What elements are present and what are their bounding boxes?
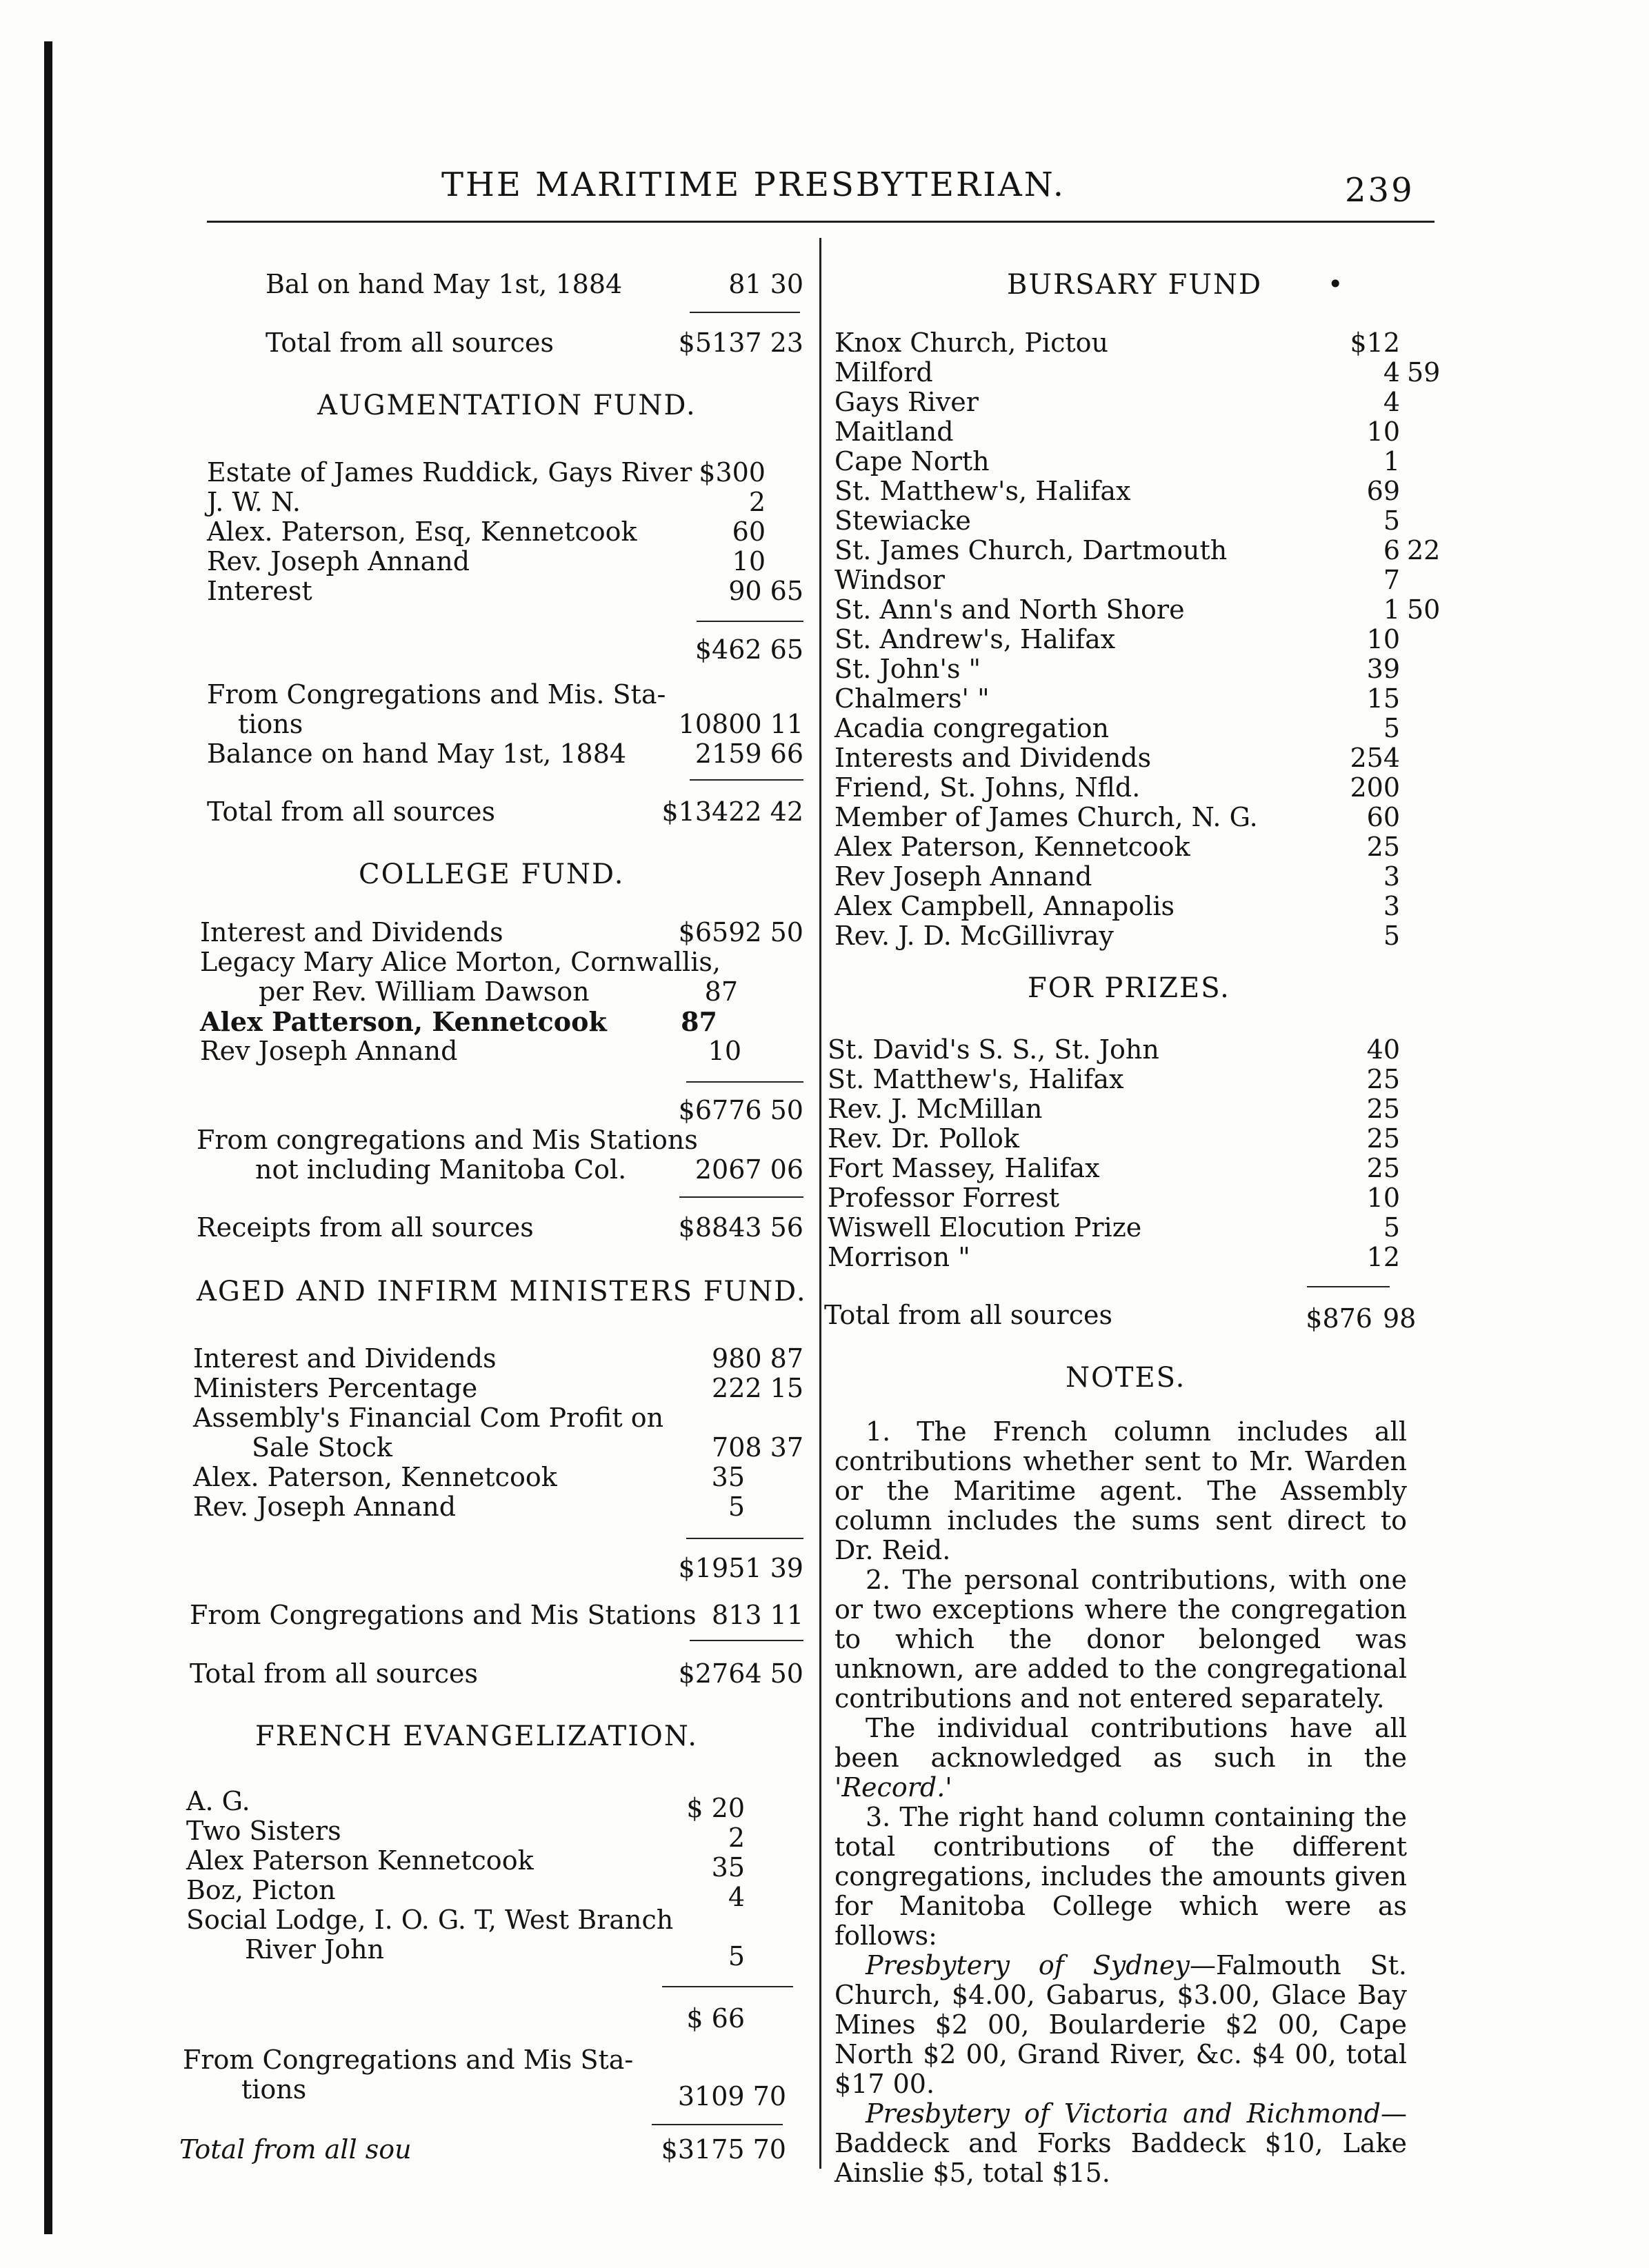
bursary-row-label: Alex Campbell, Annapolis [835, 891, 1175, 921]
augmentation-row-amount: 60 [732, 516, 766, 547]
college-from-cong-amount: 2067 06 [694, 1154, 803, 1185]
bursary-row-amount: 4 [1383, 387, 1400, 417]
prizes-row-label: Fort Massey, Halifax [828, 1153, 1100, 1183]
aged-row-label: Interest and Dividends [193, 1343, 497, 1374]
bursary-row-amount: 7 [1383, 565, 1400, 595]
bursary-row-label: Knox Church, Pictou [835, 328, 1108, 358]
aged-annand-label: Rev. Joseph Annand [193, 1492, 457, 1522]
victoria-heading: Presbytery of Victoria and Richmond [866, 2098, 1381, 2129]
prizes-title: FOR PRIZES. [1028, 972, 1230, 1004]
bursary-row-label: Acadia congregation [835, 713, 1109, 743]
bursary-row-label: Member of James Church, N. G. [835, 802, 1258, 832]
column-divider [819, 238, 821, 2169]
aged-title: AGED AND INFIRM MINISTERS FUND. [197, 1276, 807, 1307]
augmentation-row-amount: 90 65 [728, 576, 803, 606]
rule [652, 2124, 783, 2125]
bursary-row-amount: 254 [1350, 743, 1400, 773]
bursary-row-label: St. James Church, Dartmouth [835, 535, 1228, 565]
bursary-row-amount: $12 [1350, 328, 1400, 358]
bursary-row-label: Gays River [835, 387, 979, 417]
aged-subtotal: $1951 39 [678, 1553, 803, 1583]
bursary-row-amount: 10 [1366, 624, 1400, 654]
bursary-row-amount: 1 [1383, 446, 1400, 476]
augmentation-total-amount: $13422 42 [661, 796, 803, 827]
prizes-row-label: St. David's S. S., St. John [828, 1034, 1159, 1065]
augmentation-row-label: Interest [207, 576, 312, 606]
augmentation-balance-label: Balance on hand May 1st, 1884 [207, 739, 627, 769]
french-social-line2: River John [245, 1934, 385, 1965]
augmentation-total-label: Total from all sources [207, 796, 495, 827]
french-total-amount: $3175 70 [661, 2134, 786, 2165]
note-2: 2. The personal contributions, with one or two exceptions where the congregation to which the donor belonged was unknown, are added to the congregational contributions and not entered separately. [835, 1565, 1407, 1714]
bursary-row-amount: 69 [1366, 476, 1400, 506]
prizes-row-amount: 10 [1366, 1183, 1400, 1213]
prizes-row-amount: 25 [1366, 1064, 1400, 1094]
bursary-row-amount: 4 [1383, 357, 1400, 388]
college-patterson-amount: 87 [681, 1006, 717, 1037]
french-social-line1: Social Lodge, I. O. G. T, West Branch [186, 1905, 674, 1935]
bursary-row-amount: 5 [1383, 713, 1400, 743]
bursary-row-amount: 60 [1366, 802, 1400, 832]
aged-paterson-amount: 35 [711, 1462, 745, 1492]
bursary-row-amount: 1 [1383, 594, 1400, 625]
rule [686, 1081, 803, 1083]
prizes-row-amount: 25 [1366, 1123, 1400, 1154]
college-legacy-line1: Legacy Mary Alice Morton, Cornwallis, [200, 947, 721, 977]
note-3: 3. The right hand column containing the total contributions of the different congregations, includes the amounts given for Manitoba College which were as follows: [835, 1802, 1407, 1951]
french-row-label: Two Sisters [186, 1816, 341, 1846]
aged-total-label: Total from all sources [190, 1658, 478, 1689]
french-subtotal: $ 66 [686, 2003, 745, 2034]
augmentation-row-label: Alex. Paterson, Esq, Kennetcook [207, 516, 637, 547]
prizes-row-label: Wiswell Elocution Prize [828, 1212, 1142, 1243]
bursary-row-label: Rev Joseph Annand [835, 861, 1092, 892]
aged-assembly-line1: Assembly's Financial Com Profit on [193, 1403, 664, 1433]
bursary-row-label: Interests and Dividends [835, 743, 1152, 773]
rule [662, 1986, 793, 1987]
augmentation-row-amount: 2 [748, 487, 766, 517]
sydney-heading: Presbytery of Sydney [866, 1950, 1190, 1980]
bursary-row-label: Rev. J. D. McGillivray [835, 921, 1114, 951]
notes-body [835, 1417, 1407, 2188]
prizes-row-amount: 25 [1366, 1153, 1400, 1183]
record-title: 'Record.' [835, 1772, 952, 1803]
bursary-row-label: Milford [835, 357, 933, 388]
sydney-text: —Falmouth St. Church, $4.00, Gabarus, $3.00, Glace Bay Mines $2 00, Boularderie $2 00, Cape North $2 00, Grand River, &c. $4 00, total $17 00. [835, 1950, 1408, 2099]
aged-row-amount: 222 15 [712, 1373, 803, 1403]
aged-from-cong-amount: 813 11 [712, 1600, 803, 1630]
french-row-label: Boz, Picton [186, 1875, 336, 1905]
aged-row-amount: 980 87 [712, 1343, 803, 1374]
college-patterson-label: Alex Patterson, Kennetcook [200, 1006, 607, 1037]
augmentation-row-label: Estate of James Ruddick, Gays River [207, 457, 692, 488]
note-1: 1. The French column includes all contributions whether sent to Mr. Warden or the Maritime agent. The Assembly column includes the sums sent direct to Dr. Reid. [835, 1416, 1407, 1565]
prizes-row-amount: 40 [1366, 1034, 1400, 1065]
college-receipts-label: Receipts from all sources [197, 1212, 534, 1243]
bullet-mark: • [1328, 269, 1343, 299]
augmentation-subtotal: $462 65 [694, 634, 803, 665]
bursary-row-label: St. John's " [835, 654, 981, 684]
note-2b-text: The individual contributions have all been acknowledged as such in the [835, 1713, 1407, 1773]
bursary-row-amount: 10 [1366, 417, 1400, 447]
bal-amount: 81 30 [728, 269, 803, 299]
rule [1307, 1286, 1390, 1287]
header-rule [207, 221, 1435, 223]
aged-assembly-line2: Sale Stock [252, 1432, 392, 1463]
aged-from-cong-label: From Congregations and Mis Stations [190, 1600, 697, 1630]
college-annand-amount: 10 [708, 1036, 741, 1066]
rule [690, 312, 800, 313]
augmentation-from-cong-amount: 10800 11 [678, 709, 803, 739]
aged-assembly-amount: 708 37 [712, 1432, 803, 1463]
augmentation-from-cong-line1: From Congregations and Mis. Sta- [207, 679, 666, 710]
college-receipts-amount: $8843 56 [678, 1212, 803, 1243]
rule [690, 1640, 803, 1641]
aged-paterson-label: Alex. Paterson, Kennetcook [193, 1462, 557, 1492]
augmentation-row-label: Rev. Joseph Annand [207, 546, 470, 576]
college-legacy-amount: 87 [704, 976, 738, 1007]
prizes-row-label: Rev. J. McMillan [828, 1094, 1043, 1124]
notes-title: NOTES. [1066, 1362, 1186, 1394]
college-from-cong-line1: From congregations and Mis Stations [197, 1125, 698, 1155]
rule [690, 779, 803, 781]
victoria-text: —Baddeck and Forks Baddeck $10, Lake Ainslie $5, total $15. [835, 2098, 1407, 2188]
note-2b [835, 1714, 1407, 1803]
college-from-cong-line2: not including Manitoba Col. [255, 1154, 627, 1185]
augmentation-title: AUGMENTATION FUND. [317, 390, 697, 421]
bursary-row-label: Maitland [835, 417, 954, 447]
bursary-title: BURSARY FUND [1007, 269, 1263, 301]
bursary-row-label: Cape North [835, 446, 990, 476]
prizes-row-label: Rev. Dr. Pollok [828, 1123, 1019, 1154]
bursary-row-amount: 5 [1383, 921, 1400, 951]
french-row-amount: 4 [728, 1882, 745, 1912]
aged-total-amount: $2764 50 [678, 1658, 803, 1689]
bursary-row-cents: 50 [1407, 594, 1441, 625]
french-from-cong-line1: From Congregations and Mis Sta- [183, 2045, 634, 2075]
bursary-row-amount: 15 [1366, 683, 1400, 714]
augmentation-row-label: J. W. N. [207, 487, 301, 517]
page-number: 239 [1345, 171, 1415, 210]
augmentation-row-amount: 10 [732, 546, 766, 576]
page-edge-bar [44, 41, 52, 2234]
total-sources-label: Total from all sources [266, 328, 554, 358]
bursary-row-label: St. Ann's and North Shore [835, 594, 1185, 625]
prizes-row-label: Morrison " [828, 1242, 970, 1272]
french-row-label: Alex Paterson Kennetcook [186, 1845, 534, 1876]
french-from-cong-line2: tions [241, 2074, 307, 2105]
bursary-row-label: Alex Paterson, Kennetcook [835, 832, 1190, 862]
prizes-total-amount: $876 [1306, 1303, 1372, 1334]
prizes-total-label: Total from all sources [824, 1300, 1112, 1330]
bursary-row-label: Chalmers' " [835, 683, 990, 714]
college-interest-label: Interest and Dividends [200, 917, 503, 947]
bursary-row-amount: 3 [1383, 891, 1400, 921]
french-row-amount: 35 [711, 1852, 745, 1883]
aged-row-label: Ministers Percentage [193, 1373, 478, 1403]
augmentation-balance-amount: 2159 66 [694, 739, 803, 769]
rule [697, 621, 803, 622]
note-sydney [835, 1951, 1407, 2099]
prizes-row-label: Professor Forrest [828, 1183, 1060, 1213]
french-row-amount: $ 20 [686, 1793, 745, 1823]
rule [686, 1538, 803, 1539]
prizes-row-label: St. Matthew's, Halifax [828, 1064, 1124, 1094]
bursary-row-amount: 39 [1366, 654, 1400, 684]
note-victoria [835, 2099, 1407, 2188]
college-legacy-line2: per Rev. William Dawson [259, 976, 590, 1007]
augmentation-row-amount: $300 [699, 457, 766, 488]
bursary-row-amount: 200 [1350, 772, 1400, 803]
bursary-row-amount: 3 [1383, 861, 1400, 892]
bursary-row-label: Stewiacke [835, 505, 971, 536]
bursary-row-label: Windsor [835, 565, 945, 595]
bursary-row-amount: 6 [1383, 535, 1400, 565]
french-title: FRENCH EVANGELIZATION. [255, 1720, 698, 1752]
prizes-total-cents: 98 [1383, 1303, 1417, 1334]
bursary-row-cents: 22 [1407, 535, 1441, 565]
french-row-amount: 2 [728, 1823, 745, 1853]
prizes-row-amount: 25 [1366, 1094, 1400, 1124]
college-annand-label: Rev Joseph Annand [200, 1036, 458, 1066]
augmentation-from-cong-line2: tions [238, 709, 303, 739]
aged-annand-amount: 5 [728, 1492, 745, 1522]
bal-label: Bal on hand May 1st, 1884 [266, 269, 623, 299]
total-sources-amount: $5137 23 [678, 328, 803, 358]
french-from-cong-amount: 3109 70 [677, 2081, 786, 2111]
bursary-row-label: St. Matthew's, Halifax [835, 476, 1131, 506]
french-social-amount: 5 [728, 1941, 745, 1971]
rule [679, 1196, 803, 1198]
french-total-label: Total from all sou [179, 2134, 412, 2165]
prizes-row-amount: 5 [1383, 1212, 1400, 1243]
page-title: THE MARITIME PRESBYTERIAN. [441, 165, 1066, 204]
college-title: COLLEGE FUND. [359, 859, 625, 890]
bursary-row-cents: 59 [1407, 357, 1441, 388]
bursary-row-label: St. Andrew's, Halifax [835, 624, 1116, 654]
prizes-row-amount: 12 [1366, 1242, 1400, 1272]
bursary-row-label: Friend, St. Johns, Nfld. [835, 772, 1141, 803]
college-subtotal: $6776 50 [678, 1095, 803, 1125]
bursary-row-amount: 5 [1383, 505, 1400, 536]
college-interest-amount: $6592 50 [678, 917, 803, 947]
french-row-label: A. G. [186, 1786, 250, 1816]
bursary-row-amount: 25 [1366, 832, 1400, 862]
